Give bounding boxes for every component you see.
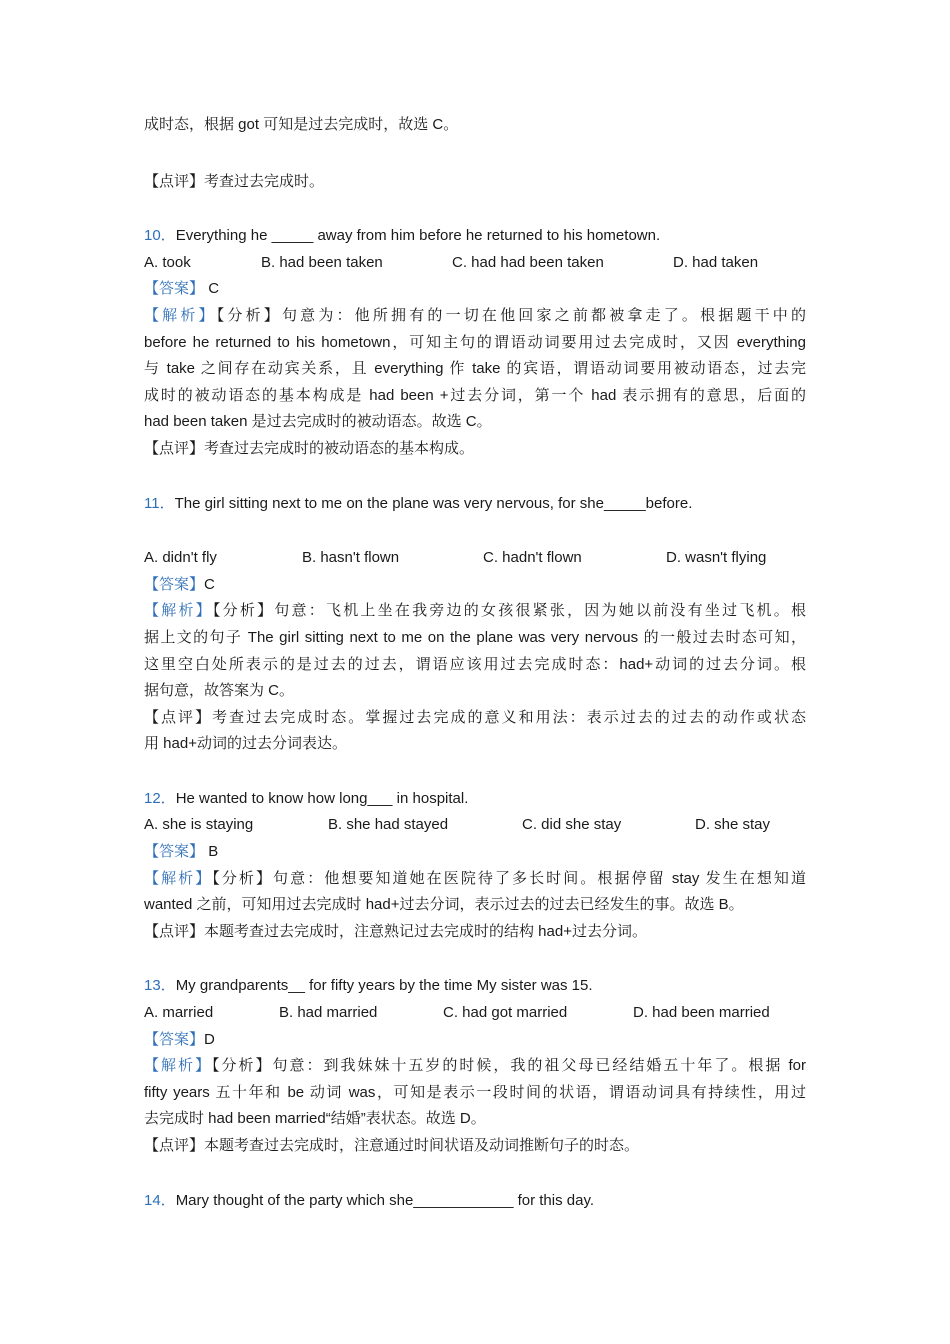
- question-14-stem: [144, 1188, 806, 1215]
- question-13-options: [144, 1000, 806, 1027]
- question-11-stem: [144, 491, 806, 518]
- question-13-comment: 【点评】本题考查过去完成时，注意通过时间状语及动词推断句子的时态。: [144, 1137, 640, 1154]
- analysis-text: 【分析】句意为：他所拥有的一切在他回家之前都被拿走了。根据题干中的: [216, 306, 806, 324]
- option-a: A. she is staying: [144, 816, 254, 834]
- question-12-comment: 【点评】本题考查过去完成时，注意熟记过去完成时的结构 had+过去分词。: [144, 922, 647, 940]
- answer-tag: 【答案】: [144, 280, 205, 298]
- answer-tag: 【答案】: [144, 1030, 205, 1048]
- question-number: 11．: [144, 494, 175, 512]
- answer-value: D: [204, 1030, 215, 1048]
- analysis-tag: 【解析】: [144, 306, 217, 324]
- question-11-analysis-line-1: [144, 598, 806, 625]
- question-13-analysis-line-3: 去完成时 had been married“结婚”表状态。故选 D。: [144, 1110, 486, 1128]
- analysis-text: 【分析】句意：他想要知道她在医院待了多长时间。根据停留 stay 发生在想知道: [212, 869, 806, 887]
- question-10-analysis-line-2: before he returned to his hometown，可知主句的谓语动词要用过去完成时，又因 everything: [144, 333, 806, 351]
- question-10-comment: 【点评】考查过去完成时的被动语态的基本构成。: [144, 439, 475, 457]
- question-12-analysis-line-1: [144, 866, 806, 893]
- answer-tag: 【答案】: [144, 843, 205, 861]
- question-10-stem: [144, 223, 806, 250]
- option-a: A. didn't fly: [144, 549, 217, 567]
- option-c: C. had had been taken: [452, 253, 604, 271]
- question-11-analysis-line-4: 据句意，故答案为 C。: [144, 682, 295, 700]
- option-a: A. took: [144, 253, 191, 271]
- question-text: Everything he _____ away from him before he returned to his hometown.: [175, 227, 661, 245]
- question-text: The girl sitting next to me on the plane was very nervous, for she_____before.: [174, 494, 693, 512]
- option-d: D. had been married: [633, 1004, 770, 1022]
- question-10-analysis-line-4: 成时的被动语态的基本构成是 had been +过去分词，第一个 had 表示拥有的意思，后面的: [144, 386, 806, 404]
- question-13-analysis-line-2: fifty years 五十年和 be 动词 was，可知是表示一段时间的状语，谓语动词具有持续性，用过: [144, 1083, 806, 1101]
- page-content: [144, 112, 806, 1214]
- question-12-analysis-line-2: wanted 之前，可知用过去完成时 had+过去分词，表示过去的过去已经发生的事。故选 B。: [144, 896, 744, 914]
- question-11-analysis-line-3: 这里空白处所表示的是过去的过去，谓语应该用过去完成时态：had+动词的过去分词。根: [144, 655, 806, 673]
- question-number: 14．: [144, 1191, 176, 1209]
- answer-value: B: [208, 843, 219, 861]
- question-10-analysis-line-5: had been taken 是过去完成时的被动语态。故选 C。: [144, 413, 492, 431]
- answer-tag: 【答案】: [144, 575, 205, 593]
- question-text: He wanted to know how long___ in hospital.: [175, 789, 469, 807]
- question-10-answer: [144, 276, 806, 303]
- question-12-stem: [144, 786, 806, 813]
- question-11-options: [144, 545, 806, 572]
- analysis-text: 【分析】句意：到我妹妹十五岁的时候，我的祖父母已经结婚五十年了。根据 for: [211, 1057, 806, 1075]
- question-text: My grandparents__ for fifty years by the time My sister was 15.: [175, 977, 593, 995]
- option-b: B. had been taken: [261, 253, 383, 271]
- option-c: C. did she stay: [522, 816, 622, 834]
- intro-conclusion: 成时态，根据 got 可知是过去完成时，故选 C。: [144, 116, 459, 133]
- question-11-comment-line-2: 用 had+动词的过去分词表达。: [144, 735, 347, 753]
- question-number: 10．: [144, 227, 176, 245]
- question-12-answer: [144, 839, 806, 866]
- question-11-answer: [144, 572, 806, 599]
- analysis-tag: 【解析】: [144, 869, 213, 887]
- answer-value: C: [208, 280, 220, 298]
- analysis-tag: 【解析】: [144, 1057, 212, 1075]
- answer-value: C: [204, 575, 215, 593]
- question-11-analysis-line-2: 据上文的句子 The girl sitting next to me on the plane was very nervous 的一般过去时态可知，: [144, 628, 806, 646]
- option-b: B. had married: [279, 1004, 378, 1022]
- analysis-text: 【分析】句意：飞机上坐在我旁边的女孩很紧张，因为她以前没有坐过飞机。根: [212, 602, 806, 620]
- question-11-comment-line-1: 【点评】考查过去完成时态。掌握过去完成的意义和用法：表示过去的过去的动作或状态: [144, 708, 806, 726]
- question-number: 13．: [144, 977, 176, 995]
- option-c: C. had got married: [443, 1004, 568, 1022]
- question-13-analysis-line-1: [144, 1053, 806, 1080]
- question-10-options: [144, 250, 806, 277]
- option-d: D. wasn't flying: [666, 549, 767, 567]
- question-10-analysis-line-3: 与 take 之间存在动宾关系，且 everything 作 take 的宾语，谓语动词要用被动语态，过去完: [144, 360, 806, 378]
- analysis-tag: 【解析】: [144, 602, 213, 620]
- option-a: A. married: [144, 1004, 214, 1022]
- intro-comment: 【点评】考查过去完成时。: [144, 172, 325, 190]
- question-13-stem: [144, 973, 806, 1000]
- question-13-answer: [144, 1027, 806, 1054]
- option-b: B. she had stayed: [328, 816, 449, 834]
- option-d: D. she stay: [695, 816, 771, 834]
- question-12-options: [144, 812, 806, 839]
- option-b: B. hasn't flown: [302, 549, 400, 567]
- question-number: 12．: [144, 789, 176, 807]
- question-text: Mary thought of the party which she____________ for this day.: [175, 1191, 595, 1209]
- option-d: D. had taken: [673, 253, 759, 271]
- question-10-analysis-line-1: [144, 303, 806, 330]
- option-c: C. hadn't flown: [483, 549, 582, 567]
